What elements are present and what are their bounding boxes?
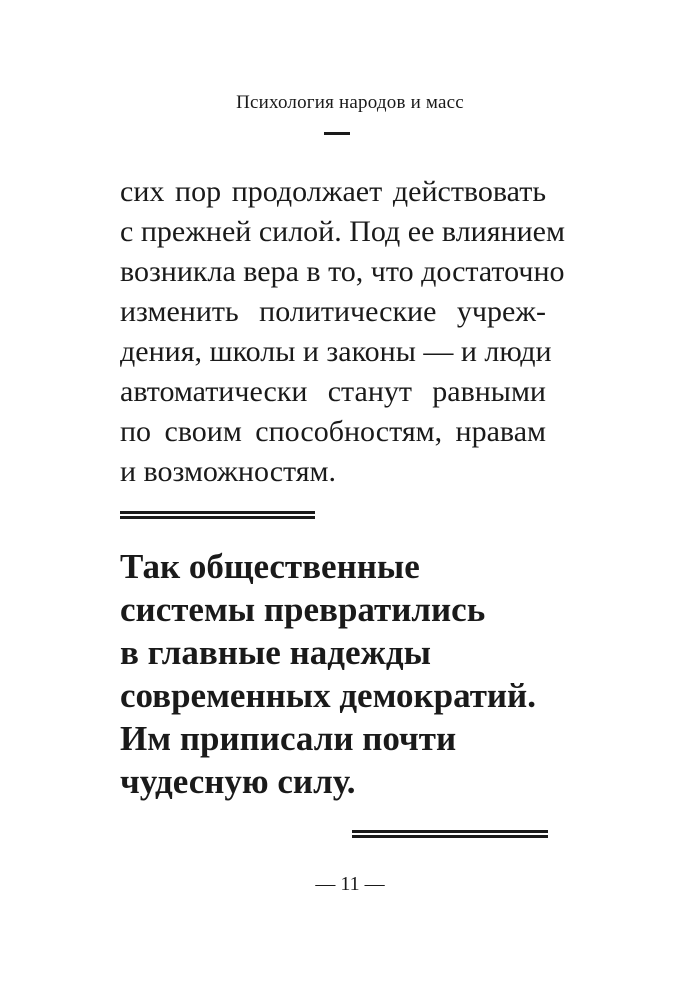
- running-header: Психология народов и масс: [236, 92, 464, 113]
- pull-quote-line: чудесную силу.: [120, 762, 356, 801]
- pull-quote-line: современных демократий.: [120, 676, 536, 715]
- pull-quote-line: Так общественные: [120, 547, 420, 586]
- body-line: возникла вера в то, что достаточно: [120, 255, 565, 288]
- pull-quote: [120, 545, 590, 803]
- body-paragraph: [120, 172, 565, 492]
- pull-quote-bottom-rule: [352, 830, 548, 838]
- pull-quote-line: Им приписали почти: [120, 719, 457, 758]
- body-line: сих пор продолжает действовать: [120, 175, 546, 208]
- body-line: изменить политические учреж-: [120, 295, 546, 328]
- pull-quote-top-rule: [120, 511, 315, 519]
- body-line: по своим способностям, нравам: [120, 415, 546, 448]
- header-rule: [324, 132, 350, 135]
- body-line: и возможностям.: [120, 455, 337, 488]
- body-line: с прежней силой. Под ее влиянием: [120, 215, 565, 248]
- pull-quote-line: в главные надежды: [120, 633, 431, 672]
- page-number: — 11 —: [315, 873, 385, 895]
- pull-quote-line: системы превратились: [120, 590, 486, 629]
- body-line: автоматически станут равными: [120, 375, 546, 408]
- body-line: дения, школы и законы — и люди: [120, 335, 552, 368]
